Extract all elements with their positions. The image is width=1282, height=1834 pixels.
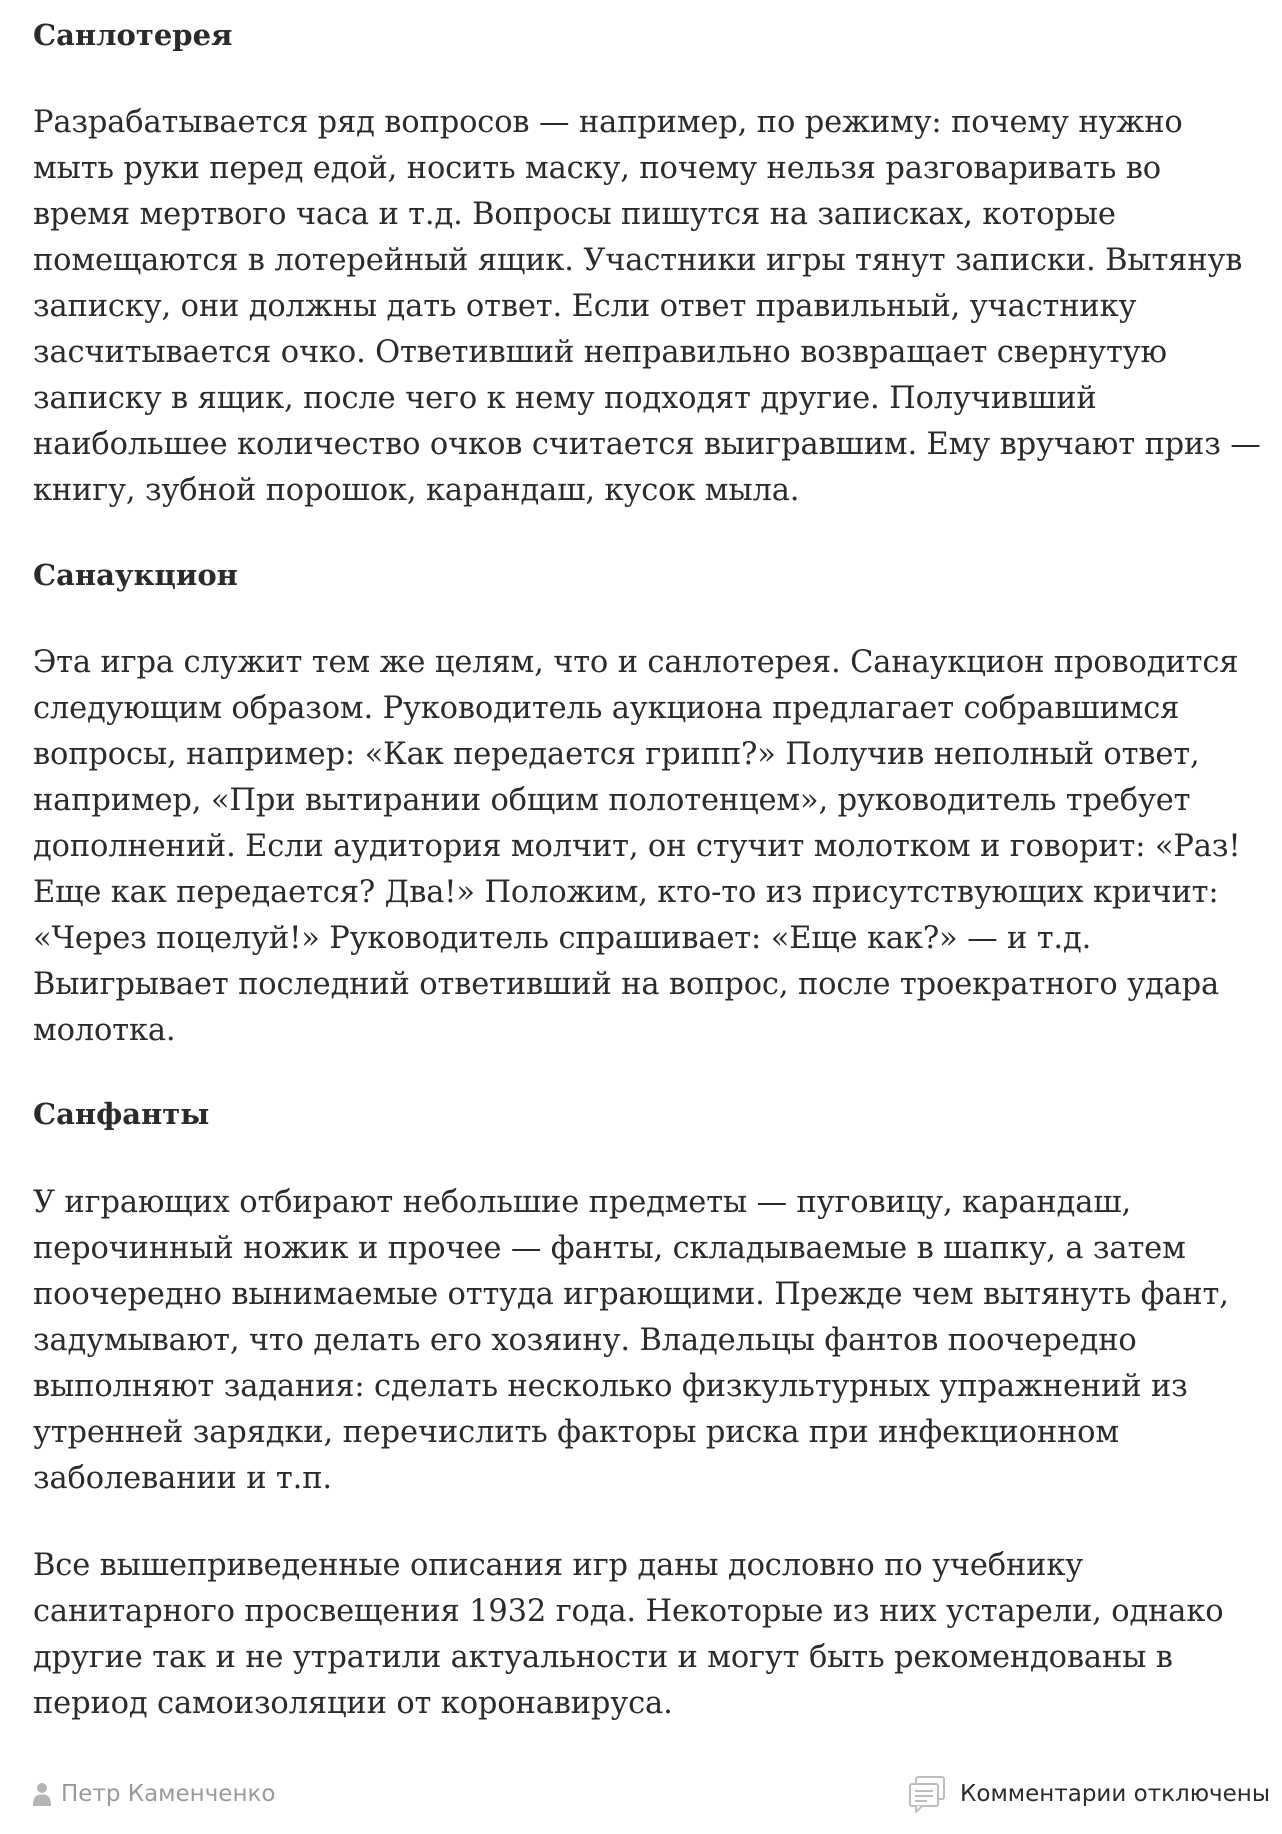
comment-icon (908, 1775, 946, 1813)
section-heading-sanloterea: Санлотерея (33, 18, 233, 52)
section-text-sanfanty: У играющих отбирают небольшие предметы — пуговицу, карандаш, перочинный ножик и прочее — фанты, складываемые в шапку, а затем поочередно вынимаемые оттуда играющими. Прежде чем вытянуть фант, задумывают, что делать его хозяину. Владельцы фантов поочередно выполняют задания: сделать несколько физкультурных упражнений из утренней зарядки, перечислить факторы риска при инфекционном заболевании и т.п. (33, 1185, 1229, 1496)
user-icon (33, 1782, 51, 1806)
closing-paragraph: Все вышеприведенные описания игр даны дословно по учебнику санитарного просвещения 1932 года. Некоторые из них устарели, однако другие так и не утратили актуальности и могут быть рекомендованы в период самоизоляции от коронавируса. (33, 1548, 1224, 1721)
section-text-sanauction: Эта игра служит тем же целям, что и санлотерея. Санаукцион проводится следующим образом. Руководитель аукциона предлагает собравшимся вопросы, например: «Как передается грипп?» Получив неполный ответ, например, «При вытирании общим полотенцем», руководитель требует дополнений. Если аудитория молчит, он стучит молотком и говорит: «Раз! Еще как передается? Два!» Положим, кто-то из присутствующих кричит: «Через поцелуй!» Руководитель спрашивает: «Еще как?» — и т.д. Выигрывает последний ответивший на вопрос, после троекратного удара молотка. (33, 645, 1241, 1048)
section-heading-sanfanty: Санфанты (33, 1097, 210, 1131)
author-link[interactable] (33, 1774, 275, 1814)
article-footer (33, 1774, 1270, 1814)
section-text-sanloterea: Разрабатывается ряд вопросов — например, по режиму: почему нужно мыть руки перед едой, носить маску, почему нельзя разговаривать во время мертвого часа и т.д. Вопросы пишутся на записках, которые помещаются в лотерейный ящик. Участники игры тянут записки. Вытянув записку, они должны дать ответ. Если ответ правильный, участнику засчитывается очко. Ответивший неправильно возвращает свернутую записку в ящик, после чего к нему подходят другие. Получивший наибольшее количество очков считается выигравшим. Ему вручают приз — книгу, зубной порошок, карандаш, кусок мыла. (33, 105, 1261, 508)
author-name: Петр Каменченко (61, 1781, 276, 1807)
section-heading-sanauction: Санаукцион (33, 558, 238, 592)
comments-disabled-label: Комментарии отключены (960, 1781, 1270, 1807)
comments-status (908, 1774, 1270, 1814)
